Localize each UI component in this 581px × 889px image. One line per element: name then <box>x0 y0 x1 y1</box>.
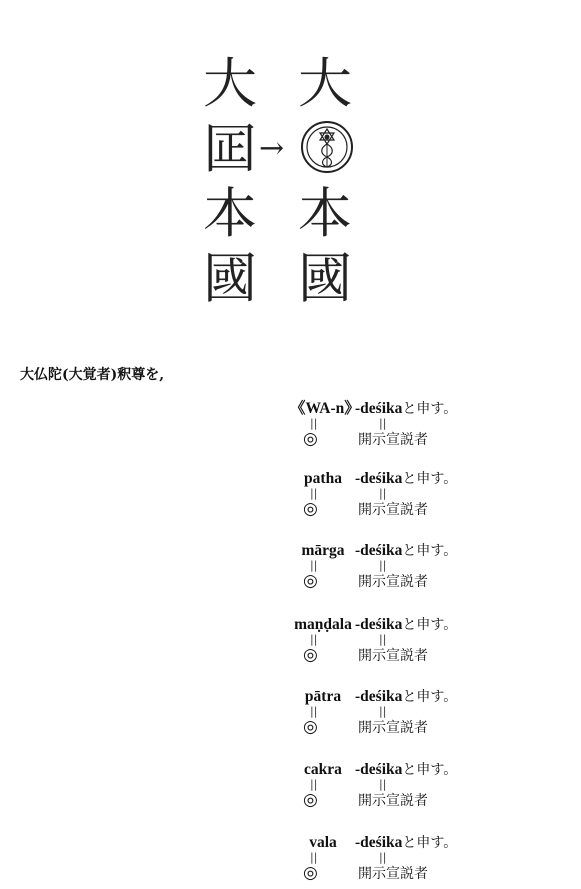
row-term: mārga <box>301 542 345 559</box>
row-suffix <box>355 468 457 490</box>
double-circle-icon: ◎ <box>303 790 318 810</box>
equals-mark: || <box>379 417 387 430</box>
header-left-char-4: 國 <box>203 247 257 310</box>
equals-mark: || <box>379 778 387 791</box>
equals-mark: || <box>310 778 318 791</box>
equals-mark: || <box>310 487 318 500</box>
row-gloss: 開示宣説者 <box>358 720 428 736</box>
row-suffix-roman: -deśika <box>355 761 403 778</box>
row-gloss: 開示宣説者 <box>358 648 428 664</box>
row-suffix-roman: -deśika <box>355 470 403 487</box>
intro-text: 大仏陀(大覚者)釈尊を, <box>20 367 165 383</box>
row-suffix-roman: -deśika <box>355 542 403 559</box>
row-suffix <box>355 832 457 854</box>
row-suffix <box>355 398 457 420</box>
row-suffix <box>355 759 457 781</box>
row-suffix <box>355 686 457 708</box>
row-term: 《WA-n》 <box>290 400 360 417</box>
double-circle-icon: ◎ <box>303 717 318 737</box>
header-left-char-1: 大 <box>203 52 257 115</box>
double-circle-icon: ◎ <box>303 863 318 883</box>
header-arrow: → <box>259 131 285 166</box>
header-right-char-1: 大 <box>298 52 352 115</box>
row-gloss: 開示宣説者 <box>358 502 428 518</box>
row-suffix <box>355 540 457 562</box>
row-suffix-roman: -deśika <box>355 400 403 417</box>
double-circle-icon: ◎ <box>303 499 318 519</box>
row-suffix-jp: と申す。 <box>402 762 458 778</box>
equals-mark: || <box>310 559 318 572</box>
equals-mark: || <box>310 851 318 864</box>
equals-mark: || <box>379 559 387 572</box>
row-suffix-roman: -deśika <box>355 834 403 851</box>
row-gloss: 開示宣説者 <box>358 866 428 882</box>
row-suffix-roman: -deśika <box>355 688 403 705</box>
row-suffix-jp: と申す。 <box>402 471 458 487</box>
equals-mark: || <box>379 851 387 864</box>
row-gloss: 開示宣説者 <box>358 574 428 590</box>
row-suffix-jp: と申す。 <box>402 835 458 851</box>
row-suffix <box>355 614 457 636</box>
header-right-char-3: 本 <box>298 182 352 245</box>
row-suffix-roman: -deśika <box>355 616 403 633</box>
row-suffix-jp: と申す。 <box>402 689 458 705</box>
row-term: patha <box>304 470 342 487</box>
header-right-char-4: 國 <box>298 247 352 310</box>
row-term: cakra <box>304 761 342 778</box>
double-circle-icon: ◎ <box>303 645 318 665</box>
emblem-icon <box>300 120 354 174</box>
double-circle-icon: ◎ <box>303 571 318 591</box>
row-term: vala <box>309 834 337 851</box>
row-gloss: 開示宣説者 <box>358 432 428 448</box>
row-suffix-jp: と申す。 <box>402 401 458 417</box>
equals-mark: || <box>310 417 318 430</box>
double-circle-icon: ◎ <box>303 429 318 449</box>
row-suffix-jp: と申す。 <box>402 617 458 633</box>
header-left-char-2: 囸 <box>203 117 257 180</box>
row-term: pātra <box>304 688 342 705</box>
equals-mark: || <box>310 705 318 718</box>
row-term: maṇḍala <box>294 616 352 633</box>
row-gloss: 開示宣説者 <box>358 793 428 809</box>
header-left-char-3: 本 <box>203 182 257 245</box>
equals-mark: || <box>379 705 387 718</box>
equals-mark: || <box>310 633 318 646</box>
equals-mark: || <box>379 633 387 646</box>
row-suffix-jp: と申す。 <box>402 543 458 559</box>
equals-mark: || <box>379 487 387 500</box>
